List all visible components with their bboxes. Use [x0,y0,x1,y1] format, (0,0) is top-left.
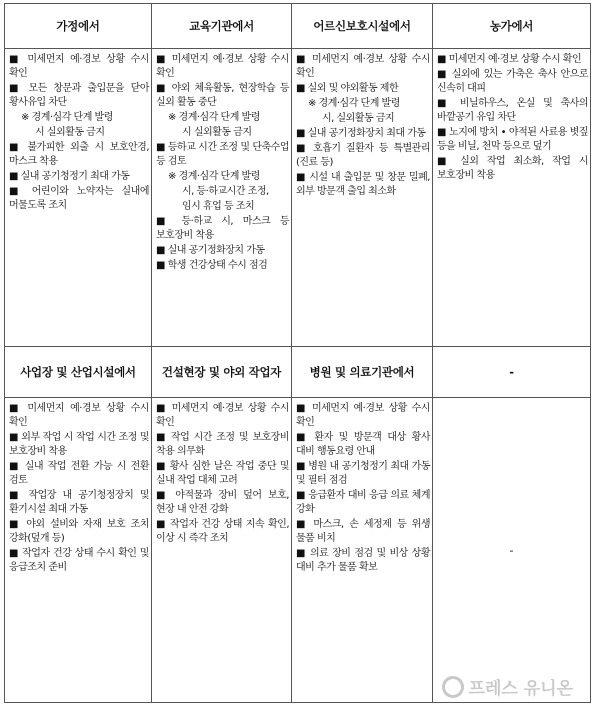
item-text: ■ 어린이와 노약자는 실내에 머물도록 조치 [9,186,149,211]
header-industry: 사업장 및 산업시설에서 [5,347,152,398]
item-text: ■ 실내 작업 전환 가능 시 전환 검토 [9,461,149,486]
item-text: ■ 등·하교 시, 마스크 등 보호장비 착용 [156,216,289,241]
item-text: ■ 등하교 시간 조정 및 단축수업 등 검토 [156,142,289,167]
item-text: 시 실외활동 금지 [35,127,105,138]
item-text: ■ 실외 작업 최소화, 작업 시 보호장비 착용 [437,156,588,181]
list-item [9,141,149,169]
header-row-1 [5,4,591,49]
item-text: ■ 노지에 방치 • 야적된 사료용 볏짚 등을 비닐, 천막 등으로 덮기 [437,127,588,152]
item-text: ■ 야외 체육활동, 현장학습 등 실외 활동 중단 [156,83,289,108]
list-item [156,402,289,430]
item-text: ■ 응급환자 대비 응급 의료 체계 강화 [296,490,430,515]
item-text: ※ 경계·심각 단계 발령 [21,112,113,123]
cell-empty: - [433,398,591,703]
item-text: ■ 호흡기 질환자 등 특별관리(진료 등) [296,143,430,168]
list-item [296,489,430,517]
item-text: ■ 마스크, 손 세정제 등 위생 물품 비치 [296,519,430,544]
list-item [437,53,588,67]
list-item [156,53,289,81]
item-text: ■ 미세먼지 예·경보 상황 수시 확인 [437,54,582,65]
note-item [156,126,289,140]
header-empty: - [433,347,591,398]
note-item [156,111,289,125]
cell-farm [433,49,591,347]
list-item [296,127,430,141]
item-text: ■ 환자 및 방문객 대상 황사 대비 행동요령 안내 [296,432,430,457]
list-item [9,547,149,575]
item-text: ■ 외부 작업 시 작업 시간 조정 및 보호장비 착용 [9,432,149,457]
body-row-2 [5,398,591,703]
list-item [9,82,149,110]
list-item [156,489,289,517]
list-item [156,82,289,110]
item-text: ■ 미세먼지 예·경보 상황 수시 확인 [156,54,289,79]
list-item [437,155,588,183]
watermark-text: 프레스 유니온 [468,679,573,699]
list-item [296,53,430,81]
note-item [156,200,289,214]
list-item [156,244,289,258]
press-union-logo-icon [442,676,464,698]
note-item [156,185,289,199]
list-item [296,171,430,199]
watermark [442,674,573,699]
list-item [9,431,149,459]
item-text: ■ 미세먼지 예·경보 상황 수시 확인 [9,54,149,79]
item-text: ※ 경계·심각 단계 발령 [168,112,260,123]
item-text: 시 실외활동 금지 [182,127,252,138]
list-item [437,68,588,96]
cell-industry [5,398,152,703]
list-item [296,460,430,488]
list-item [296,518,430,546]
header-senior-facility: 어르신보호시설에서 [292,4,433,49]
item-text: ■ 비닐하우스, 온실 및 축사의 바깥공기 유입 차단 [437,98,588,123]
item-text: ■ 실내 공기정화장치 가동 [156,245,265,256]
item-text: ■ 실내 공기정화장치 최대 가동 [296,128,426,139]
item-text: ■ 실외에 있는 가축은 축사 안으로 신속히 대피 [437,69,588,94]
item-text: ■ 학생 건강상태 수시 점검 [156,260,268,271]
cell-construction [152,398,292,703]
list-item [156,259,289,273]
item-text: ■ 불가피한 외출 시 보호안경, 마스크 착용 [9,142,149,167]
list-item [437,126,588,154]
note-item [296,112,430,126]
item-text: ■ 시설 내 출입문 및 창문 밀폐, 외부 방문객 출입 최소화 [296,172,430,197]
cell-hospital [292,398,433,703]
item-text: ※ 경계·심각 단계 발령 [308,98,400,109]
list-item [9,489,149,517]
list-item [296,82,430,96]
item-text: ■ 황사 심한 날은 작업 중단 및 실내 작업 대체 고려 [156,461,289,486]
note-item [9,126,149,140]
cell-senior-facility [292,49,433,347]
list-item [156,141,289,169]
list-item [156,431,289,459]
item-text: ■ 실외 및 야외활동 제한 [296,83,399,94]
list-item [9,460,149,488]
header-school: 교육기관에서 [152,4,292,49]
list-item [9,402,149,430]
body-row-1 [5,49,591,347]
header-home: 가정에서 [5,4,152,49]
list-item [9,518,149,546]
list-item [9,53,149,81]
header-hospital: 병원 및 의료기관에서 [292,347,433,398]
item-text: ■ 병원 내 공기청정기 최대 가동 및 필터 점검 [296,461,430,486]
list-item [156,215,289,243]
item-text: ■ 야적물과 장비 덮어 보호, 현장 내 안전 강화 [156,490,289,515]
item-text: ■ 작업 시간 조정 및 보호장비 착용 의무화 [156,432,289,457]
list-item [296,402,430,430]
header-construction: 건설현장 및 야외 작업자 [152,347,292,398]
list-item [437,97,588,125]
list-item [9,185,149,213]
guideline-table [4,3,591,703]
list-item [156,518,289,546]
item-text: ※ 경계·심각 단계 발령 [168,171,260,182]
item-text: ■ 미세먼지 예·경보 상황 수시 확인 [296,54,430,79]
list-item [296,547,430,575]
item-text: 시, 등·하교시간 조정, [182,186,269,197]
item-text: ■ 작업자 건강 상태 지속 확인, 이상 시 즉각 조치 [156,519,289,544]
item-text: ■ 미세먼지 예·경보 상황 수시 확인 [296,403,430,428]
list-item [296,142,430,170]
header-farm: 농가에서 [433,4,591,49]
item-text: 시, 실외활동 금지 [322,113,395,124]
header-row-2 [5,347,591,398]
item-text: 임시 휴업 등 조치 [182,201,255,212]
cell-school [152,49,292,347]
item-text: ■ 모든 창문과 출입문을 닫아 황사유입 차단 [9,83,149,108]
cell-home [5,49,152,347]
item-text: ■ 미세먼지 예·경보 상황 수시 확인 [9,403,149,428]
item-text: ■ 야외 설비와 자재 보호 조치 강화(덮개 등) [9,519,149,544]
item-text: ■ 작업자 건강 상태 수시 확인 및 응급조치 준비 [9,548,149,573]
item-text: ■ 미세먼지 예·경보 상황 수시 확인 [156,403,289,428]
list-item [9,170,149,184]
note-item [156,170,289,184]
item-text: ■ 실내 공기청정기 최대 가동 [9,171,130,182]
list-item [296,431,430,459]
note-item [296,97,430,111]
note-item [9,111,149,125]
list-item [156,460,289,488]
item-text: ■ 의료 장비 점검 및 비상 상황 대비 추가 물품 확보 [296,548,430,573]
item-text: ■ 작업장 내 공기청정장치 및 환기시설 최대 가동 [9,490,149,515]
